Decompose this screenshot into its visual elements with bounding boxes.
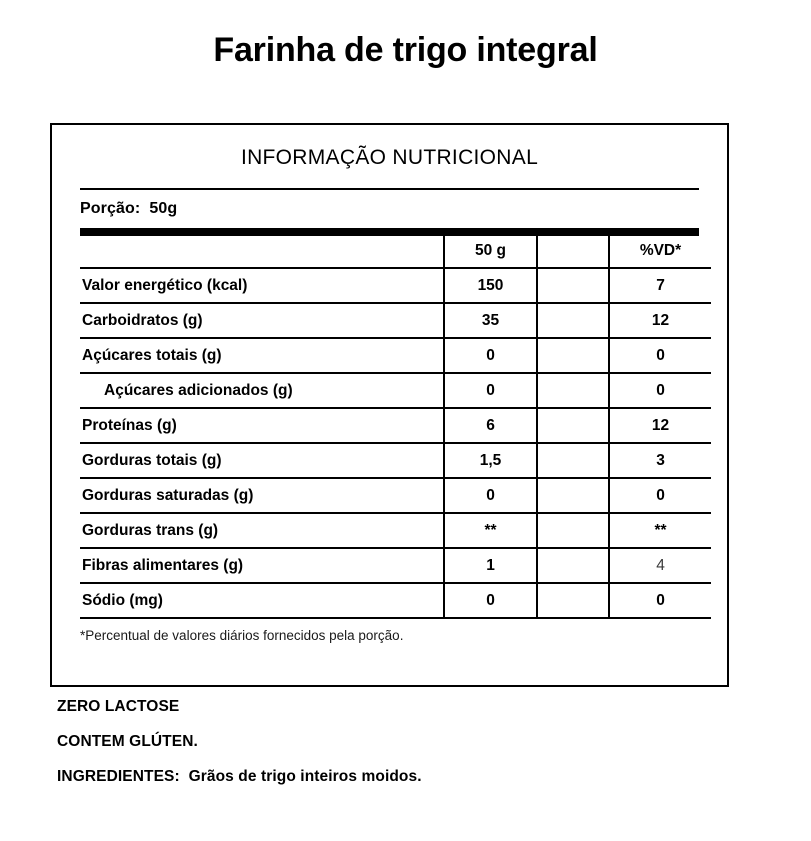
column-header-nutrient xyxy=(80,236,444,268)
row-label: Carboidratos (g) xyxy=(80,303,444,338)
row-label: Gorduras trans (g) xyxy=(80,513,444,548)
row-dv: 0 xyxy=(609,583,711,618)
nutrition-facts-panel xyxy=(50,123,729,687)
row-spacer xyxy=(537,548,609,583)
row-spacer xyxy=(537,303,609,338)
row-dv: ** xyxy=(609,513,711,548)
table-row xyxy=(80,583,711,618)
table-row xyxy=(80,408,711,443)
table-header-row xyxy=(80,236,711,268)
row-amount: 0 xyxy=(444,478,537,513)
row-amount: 150 xyxy=(444,268,537,303)
row-label: Gorduras totais (g) xyxy=(80,443,444,478)
table-row xyxy=(80,373,711,408)
portion-row xyxy=(52,190,727,218)
table-row xyxy=(80,513,711,548)
row-dv: 7 xyxy=(609,268,711,303)
panel-title: INFORMAÇÃO NUTRICIONAL xyxy=(240,146,539,169)
row-label: Sódio (mg) xyxy=(80,583,444,618)
page-title: Farinha de trigo integral xyxy=(213,31,598,69)
row-spacer xyxy=(537,338,609,373)
row-amount: 1 xyxy=(444,548,537,583)
row-spacer xyxy=(537,583,609,618)
row-spacer xyxy=(537,408,609,443)
row-spacer xyxy=(537,513,609,548)
note-contains-gluten: CONTEM GLÚTEN. xyxy=(57,733,198,750)
ingredients-label: INGREDIENTES: xyxy=(57,768,180,785)
table-header xyxy=(80,236,711,268)
row-amount: 0 xyxy=(444,338,537,373)
row-amount: 0 xyxy=(444,583,537,618)
row-label: Açúcares adicionados (g) xyxy=(80,373,444,408)
row-amount: 6 xyxy=(444,408,537,443)
row-label: Valor energético (kcal) xyxy=(80,268,444,303)
row-label: Fibras alimentares (g) xyxy=(80,548,444,583)
row-label: Açúcares totais (g) xyxy=(80,338,444,373)
table-body xyxy=(80,268,711,618)
row-spacer xyxy=(537,373,609,408)
row-dv: 4 xyxy=(609,548,711,583)
ingredients-value: Grãos de trigo inteiros moidos. xyxy=(188,768,422,785)
portion-label: Porção: xyxy=(80,200,141,217)
row-dv: 12 xyxy=(609,408,711,443)
row-dv: 0 xyxy=(609,478,711,513)
row-dv: 0 xyxy=(609,338,711,373)
column-header-dv: %VD* xyxy=(609,236,711,268)
bottom-notes xyxy=(57,698,757,803)
row-spacer xyxy=(537,443,609,478)
row-spacer xyxy=(537,478,609,513)
footnote: *Percentual de valores diários fornecidos pela porção. xyxy=(80,628,404,643)
table-row xyxy=(80,443,711,478)
column-header-spacer xyxy=(537,236,609,268)
divider-thick xyxy=(80,228,699,236)
row-dv: 12 xyxy=(609,303,711,338)
row-label: Gorduras saturadas (g) xyxy=(80,478,444,513)
ingredients-line xyxy=(57,768,757,786)
table-row xyxy=(80,303,711,338)
row-amount: 35 xyxy=(444,303,537,338)
row-label: Proteínas (g) xyxy=(80,408,444,443)
row-spacer xyxy=(537,268,609,303)
nutrition-label-page xyxy=(0,30,811,841)
nutrition-table xyxy=(80,236,711,619)
table-row xyxy=(80,268,711,303)
table-row xyxy=(80,548,711,583)
row-amount: 1,5 xyxy=(444,443,537,478)
column-header-amount: 50 g xyxy=(444,236,537,268)
table-row xyxy=(80,478,711,513)
note-zero-lactose: ZERO LACTOSE xyxy=(57,698,180,715)
row-dv: 0 xyxy=(609,373,711,408)
row-amount: 0 xyxy=(444,373,537,408)
table-row xyxy=(80,338,711,373)
row-dv: 3 xyxy=(609,443,711,478)
portion-value: 50g xyxy=(149,200,178,217)
row-amount: ** xyxy=(444,513,537,548)
